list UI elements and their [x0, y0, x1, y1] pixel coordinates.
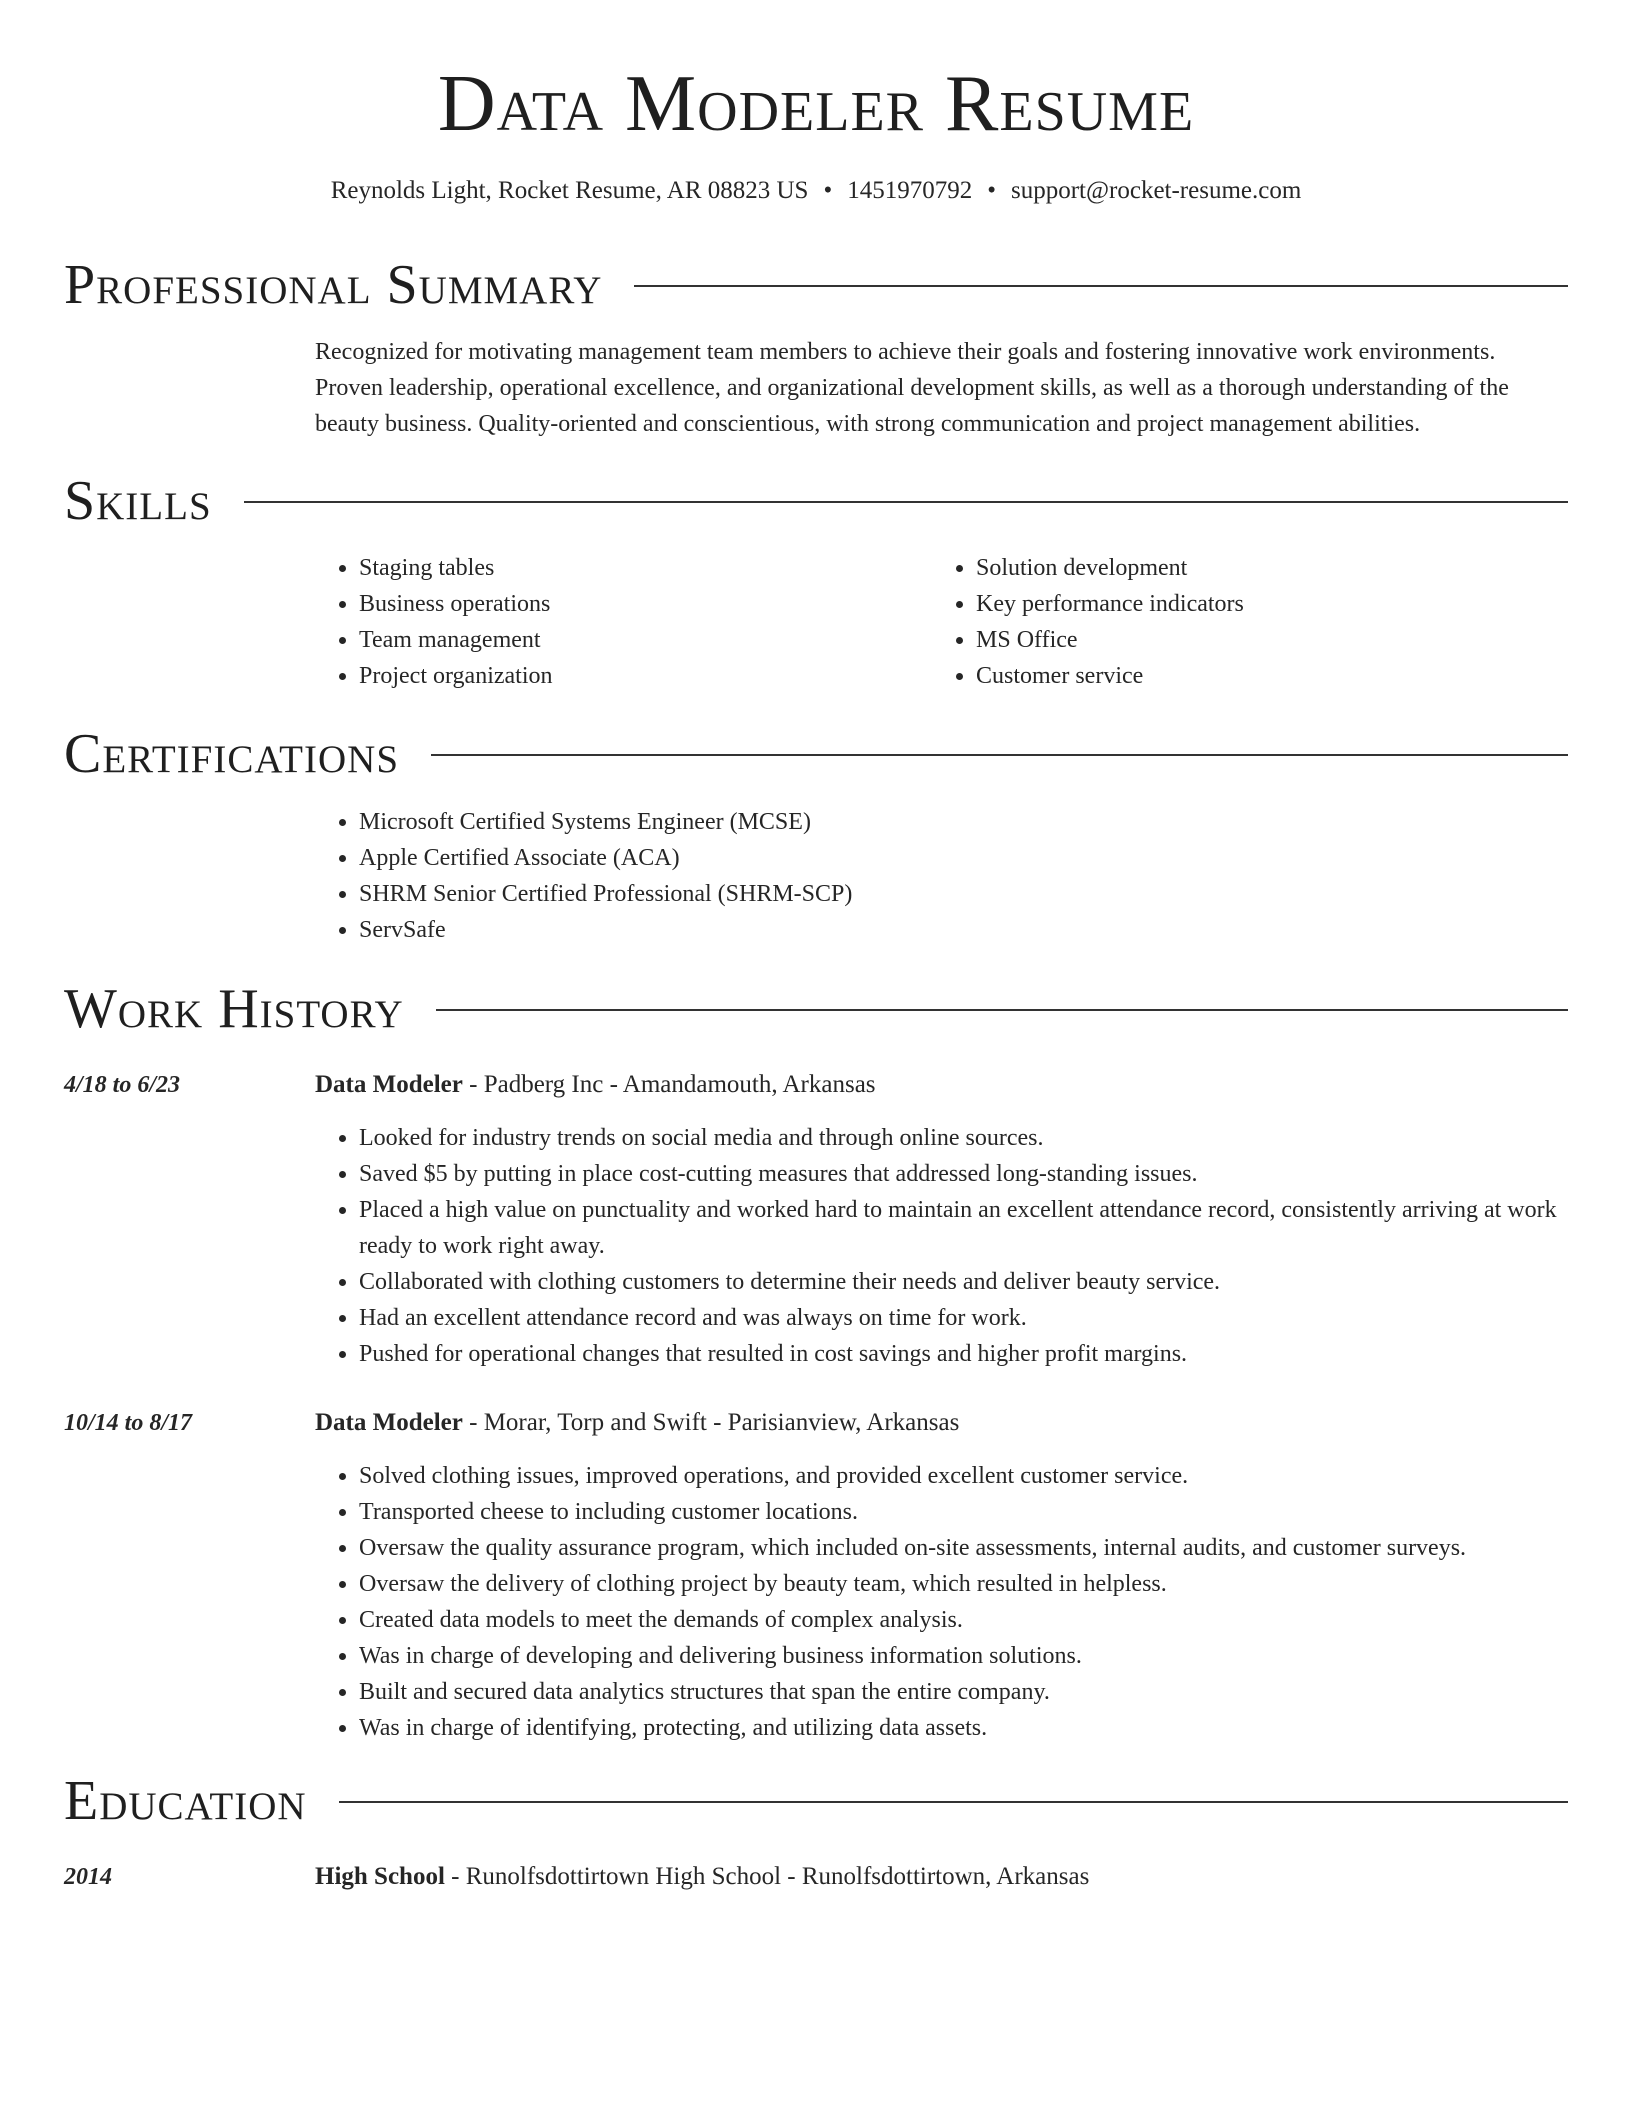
section-title: Skills: [64, 470, 212, 532]
job-duty: • Oversaw the quality assurance program, which included on-site assessments, internal audits, and customer surveys.: [359, 1530, 1568, 1566]
job-title: Data Modeler: [315, 1409, 463, 1436]
education-degree: High School: [315, 1863, 445, 1890]
contact-email: support@rocket-resume.com: [1011, 177, 1302, 204]
skill-item: • MS Office: [976, 622, 1549, 658]
section-header-work-history: [64, 974, 1568, 1044]
skills-column-left: [315, 550, 932, 694]
section-header-summary: [64, 250, 1568, 320]
summary-text: Recognized for motivating management team members to achieve their goals and fostering innovative work environments. Proven leadership, operational excellence, and organizational development skills, as well as a thorough understanding of the beauty business. Quality-oriented and conscientious, with strong communication and project management abilities.: [315, 339, 1509, 437]
job-duty: • Saved $5 by putting in place cost-cutting measures that addressed long-standing issues.: [359, 1156, 1568, 1192]
certifications-block: [315, 804, 1568, 948]
section-title: Education: [64, 1770, 307, 1832]
skills-block: [315, 550, 1568, 694]
contact-separator: •: [823, 177, 833, 204]
job-entry: [315, 1067, 1568, 1103]
contact-phone: 1451970792: [847, 177, 973, 204]
resume-title: Data Modeler Resume: [437, 60, 1195, 148]
section-title: Professional Summary: [64, 254, 603, 316]
skills-column-right: [932, 550, 1549, 694]
contact-line: [64, 174, 1568, 208]
job-title: Data Modeler: [315, 1071, 463, 1098]
job-duty: • Oversaw the delivery of clothing project by beauty team, which resulted in helpless.: [359, 1566, 1568, 1602]
section-divider: [244, 501, 1568, 503]
job-duty: • Had an excellent attendance record and was always on time for work.: [359, 1300, 1568, 1336]
job-heading: [315, 1067, 1568, 1103]
job-details: - Padberg Inc - Amandamouth, Arkansas: [462, 1071, 876, 1098]
job-duty: • Transported cheese to including customer locations.: [359, 1494, 1568, 1530]
job-duty: • Was in charge of identifying, protecting, and utilizing data assets.: [359, 1710, 1568, 1746]
job-duty: • Created data models to meet the demands of complex analysis.: [359, 1602, 1568, 1638]
job-duty: • Built and secured data analytics structures that span the entire company.: [359, 1674, 1568, 1710]
section-title: Certifications: [64, 723, 400, 785]
section-divider: [436, 1009, 1568, 1011]
job-duties: [315, 1458, 1568, 1746]
skill-item: • Project organization: [359, 658, 932, 694]
section-header-certifications: [64, 719, 1568, 789]
skill-item: • Solution development: [976, 550, 1549, 586]
skill-item: • Staging tables: [359, 550, 932, 586]
skill-item: • Team management: [359, 622, 932, 658]
job-details: - Morar, Torp and Swift - Parisianview, Arkansas: [462, 1409, 960, 1436]
job-duty: • Pushed for operational changes that resulted in cost savings and higher profit margins.: [359, 1336, 1568, 1372]
section-header-skills: [64, 466, 1568, 536]
skill-item: • Business operations: [359, 586, 932, 622]
job-duty: • Placed a high value on punctuality and worked hard to maintain an excellent attendance record, consistently arriving at work ready to work right away.: [359, 1192, 1568, 1264]
job-heading: [315, 1405, 1568, 1441]
job-dates: 10/14 to 8/17: [64, 1410, 193, 1436]
skill-item: • Customer service: [976, 658, 1549, 694]
summary-block: [315, 334, 1568, 442]
certification-item: • Microsoft Certified Systems Engineer (MCSE): [359, 804, 1568, 840]
job-duty: • Looked for industry trends on social media and through online sources.: [359, 1120, 1568, 1156]
job-entry: [315, 1405, 1568, 1441]
section-title: Work History: [64, 978, 404, 1040]
education-details: - Runolfsdottirtown High School - Runolfsdottirtown, Arkansas: [444, 1863, 1090, 1890]
job-duties: [315, 1120, 1568, 1372]
job-dates: 4/18 to 6/23: [64, 1072, 181, 1098]
job-duty: • Solved clothing issues, improved operations, and provided excellent customer service.: [359, 1458, 1568, 1494]
skill-item: • Key performance indicators: [976, 586, 1549, 622]
job-duty: • Collaborated with clothing customers to determine their needs and deliver beauty service.: [359, 1264, 1568, 1300]
section-header-education: [64, 1766, 1568, 1836]
education-year: 2014: [64, 1864, 112, 1890]
certification-item: • SHRM Senior Certified Professional (SHRM-SCP): [359, 876, 1568, 912]
education-entry: [315, 1859, 1568, 1895]
section-divider: [431, 754, 1568, 756]
education-heading: [315, 1859, 1568, 1895]
certification-item: • ServSafe: [359, 912, 1568, 948]
job-duty: • Was in charge of developing and delivering business information solutions.: [359, 1638, 1568, 1674]
certification-item: • Apple Certified Associate (ACA): [359, 840, 1568, 876]
contact-address: Reynolds Light, Rocket Resume, AR 08823 US: [330, 177, 809, 204]
section-divider: [634, 285, 1568, 287]
contact-separator: •: [987, 177, 996, 204]
section-divider: [339, 1801, 1568, 1803]
